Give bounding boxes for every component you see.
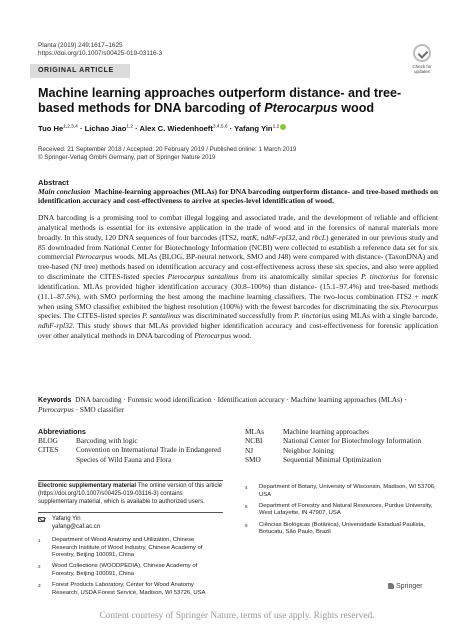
corresponding-email[interactable]: yafang@caf.ac.cn — [52, 523, 101, 530]
author-affiliation-marks: 1,2 — [126, 124, 134, 130]
supplementary-note — [38, 483, 223, 506]
journal-citation: Planta (2019) 249:1617–1625 — [38, 42, 123, 49]
mail-icon — [38, 517, 45, 522]
abbreviation-key: SMO — [245, 454, 261, 464]
affiliations-right — [245, 484, 440, 541]
springer-horse-icon — [388, 583, 394, 589]
copyright-footer: Content courtesy of Springer Nature, terms of use apply. Rights reserved. — [0, 604, 474, 629]
affiliation — [245, 503, 440, 518]
correspondence — [38, 516, 100, 531]
abbreviation-value: Sequential Minimal Optimization — [283, 454, 382, 464]
affiliation — [245, 484, 440, 499]
affiliation-text: Ciências Biológicas (Botânica), Universidade Estadual Paulista, Botucatu, São Paulo, Brazil — [259, 521, 426, 536]
abbreviation-row — [38, 436, 223, 445]
author-list: Tuo He$^{1,2,3,4}$ · Lichao Jiao$^{1,2}$ · Alex C. Wiedenhoeft$^{3,4,5,6}$ · Yafang Yin$^{1,2}$ — [38, 124, 438, 133]
affiliation-number: 4 — [245, 485, 248, 490]
dates-line: Received: 21 September 2018 / Accepted: 20 February 2019 / Published online: 1 March 2019 — [38, 146, 297, 153]
esm-label: Electronic supplementary material — [38, 483, 137, 489]
corresponding-author: Yafang Yin — [52, 516, 81, 522]
article-type-label: ORIGINAL ARTICLE — [30, 64, 130, 78]
affiliation — [38, 563, 218, 578]
check-icon — [413, 44, 431, 62]
publication-dates — [38, 146, 296, 162]
abbreviation-row — [245, 446, 445, 455]
publisher-mark — [388, 583, 422, 590]
abbreviations-heading: Abbreviations — [38, 427, 86, 436]
title-italic: Pterocarpus — [264, 100, 338, 115]
conclusion-label: Main conclusion — [38, 187, 91, 196]
abbreviation-key: BLOG — [38, 436, 58, 445]
affiliation-text: Department of Forestry and Natural Resources, Purdue University, West Lafayette, IN 47907, USA — [259, 502, 433, 517]
affiliation-number: 1 — [38, 538, 41, 543]
affiliation — [245, 522, 440, 537]
title-part-2: wood — [337, 100, 375, 115]
abstract-body: DNA barcoding is a promising tool to combat illegal logging and associated trade, and the development of reliable and efficient analytical methods is essential for its extensive application in the trade of wood and in the forensics of natural materials more broadly. In this study, 120 DNA sequences of four barcodes (ITS2, matK, ndhF-rpl32, and rbcL) generated in our previous study and 85 downloaded from National Center for Biotechnology Information (NCBI) were collected to establish a reference data set for six commercial Pterocarpus woods. MLAs (BLOG, BP-neural network, SMO and J48) were compared with distance- (TaxonDNA) and tree-based (NJ tree) methods based on identification accuracy and cost-effectiveness across these six species, and also were applied to discriminate the CITES-listed species Pterocarpus santalinus from its anatomically similar species P. tinctorius for forensic identification. MLAs provided higher identification accuracy (30.8–100%) than distance- (15.1–97.4%) and tree-based methods (11.1–87.5%), with SMO performing the best among the machine learning classifiers. The two-locus combination ITS2 + matK when using SMO classifier exhibited the highest resolution (100%) with the fewest barcodes for discriminating the six Pterocarpus species. The CITES-listed species P. santalinus was discriminated successfully from P. tinctorius using MLAs with a single barcode, ndhF-rpl32. This study shows that MLAs provided higher identification accuracy and cost-effectiveness for forensic application over other analytical methods in DNA barcoding of Pterocarpus wood. — [38, 213, 439, 341]
copyright-line: © Springer-Verlag GmbH Germany, part of Springer Nature 2019 — [38, 154, 216, 161]
title-part-1: Machine learning approaches outperform distance- and tree-based methods for DNA barcoding of — [38, 86, 402, 115]
publisher-name: Springer — [396, 583, 423, 590]
affiliation-text: Forest Products Laboratory, Center for Wood Anatomy Research, USDA Forest Service, Madison, WI 53726, USA — [52, 582, 206, 596]
keywords — [38, 395, 438, 415]
author-name[interactable]: Lichao Jiao — [84, 124, 127, 133]
keywords-text: DNA barcoding · Forensic wood identification · Identification accuracy · Machine learning approaches (MLAs) · Pterocarpus · SMO classifier — [38, 395, 407, 415]
conclusion-text: Machine-learning approaches (MLAs) for DNA barcoding outperform distance- and tree-based methods on identification accuracy and cost-effectiveness to arrive at species-level identification of wood. — [38, 187, 439, 206]
author-affiliation-marks: 1,2,3,4 — [63, 124, 78, 130]
abbreviation-key: NJ — [245, 445, 254, 455]
esm-text[interactable]: The online version of this article (https://doi.org/10.1007/s00425-019-03116-3) contains supplementary material, which is available to authorized users. — [38, 483, 222, 505]
abbreviation-key: NCBI — [245, 436, 263, 446]
abbreviation-row — [245, 427, 445, 436]
badge-line-2: updates — [413, 69, 430, 74]
footnote-divider — [38, 512, 223, 513]
abstract-heading: Abstract — [38, 178, 69, 187]
abbreviation-value: Machine learning approaches — [283, 427, 369, 436]
article-title — [38, 86, 418, 115]
affiliation-text: Department of Wood Anatomy and Utilization, Chinese Research Institute of Wood Industry, Chinese Academy of Forestry, Beijing 100091, China — [52, 537, 203, 558]
abbreviation-value: Barcoding with logic — [76, 436, 138, 445]
author-name[interactable]: Alex C. Wiedenhoeft — [139, 124, 213, 133]
author-name[interactable]: Tuo He — [38, 124, 64, 133]
abbreviation-row — [245, 455, 445, 464]
affiliation-number: 5 — [245, 503, 248, 509]
abbreviation-row — [38, 445, 223, 464]
abbreviation-value: Convention on International Trade in Endangered Species of Wild Fauna and Flora — [76, 445, 221, 464]
orcid-icon[interactable] — [280, 124, 286, 130]
affiliations-left — [38, 537, 218, 601]
affiliation-number: 3 — [38, 583, 41, 589]
abbreviation-value: Neighbor Joining — [283, 445, 334, 455]
author-name[interactable]: Yafang Yin — [234, 124, 273, 133]
affiliation-text: Department of Botany, University of Wisconsin, Madison, WI 53706, USA — [259, 484, 436, 498]
affiliation-number: 2 — [38, 564, 41, 570]
check-for-updates-badge[interactable] — [406, 44, 438, 78]
abbreviations-right — [245, 427, 445, 464]
author-affiliation-marks: 1,2 — [272, 124, 280, 130]
affiliation — [38, 537, 218, 560]
affiliation-text: Wood Collections (WOODPEDIA), Chinese Academy of Forestry, Beijing 100091, China — [52, 563, 198, 577]
keywords-label: Keywords — [38, 397, 72, 404]
author-affiliation-marks: 3,4,5,6 — [212, 124, 228, 130]
badge-line-1: Check for — [412, 64, 432, 69]
footnote-divider — [38, 480, 223, 481]
abbreviations-left — [38, 436, 223, 464]
doi-link[interactable]: https://doi.org/10.1007/s00425-019-03116-3 — [38, 50, 163, 57]
affiliation-number: 6 — [245, 522, 248, 528]
abbreviation-row — [245, 436, 445, 445]
main-conclusion — [38, 187, 438, 206]
abbreviation-key: CITES — [38, 445, 59, 455]
abbreviation-key: MLAs — [245, 427, 265, 436]
abbreviation-value: National Center for Biotechnology Information — [283, 436, 422, 446]
affiliation — [38, 582, 218, 597]
